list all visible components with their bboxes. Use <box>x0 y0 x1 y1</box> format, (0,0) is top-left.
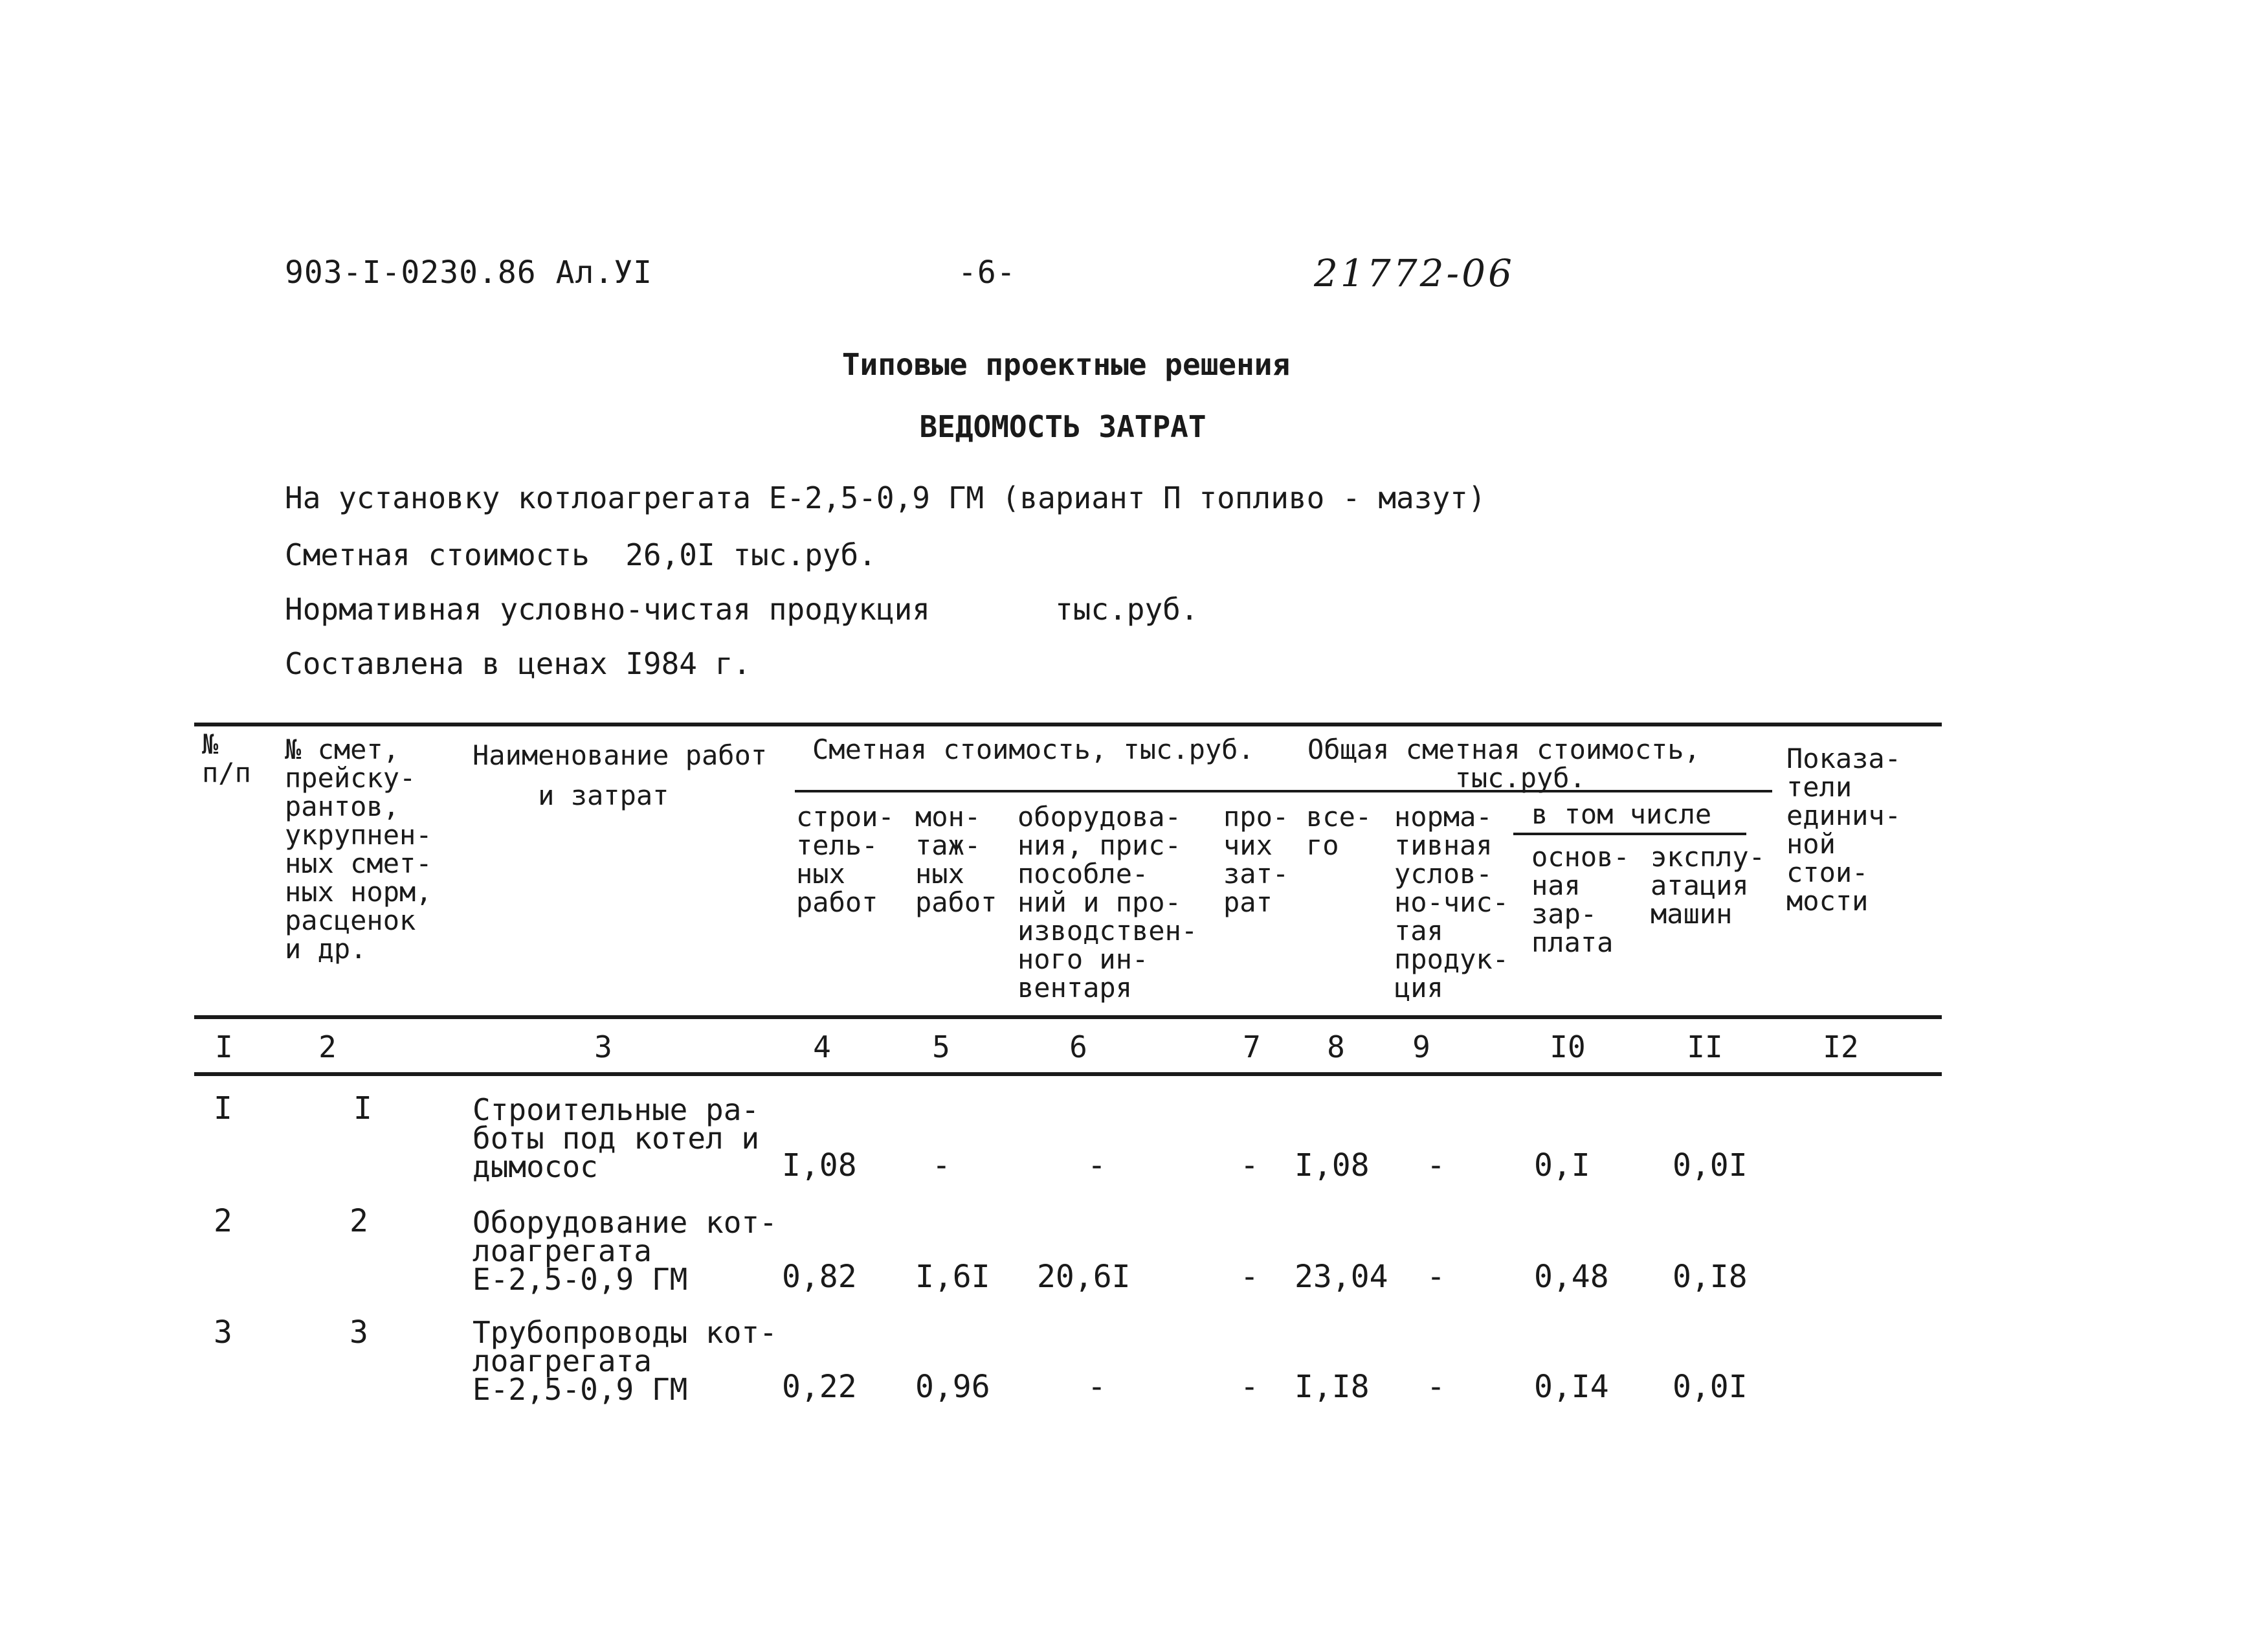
col-number-6: 6 <box>1069 1029 1087 1064</box>
info-normative-unit: тыс.руб. <box>1055 592 1199 627</box>
row-machines: 0,0I <box>1673 1369 1748 1405</box>
row-name: Трубопроводы кот- лоагрегата Е-2,5-0,9 ГМ <box>472 1315 777 1407</box>
row-wages: 0,48 <box>1534 1259 1609 1295</box>
header-normative: норма- тивная услов- но-чис- тая продук- ция <box>1394 801 1509 1004</box>
row-equipment: - <box>1087 1147 1106 1184</box>
row-other: - <box>1240 1147 1259 1184</box>
info-installation: На установку котлоагрегата Е-2,5-0,9 ГМ (вариант П топливо - мазут) <box>285 480 1486 515</box>
row-total: I,08 <box>1295 1147 1370 1184</box>
row-name: Оборудование кот- лоагрегата Е-2,5-0,9 ГМ <box>472 1205 777 1297</box>
col-number-9: 9 <box>1412 1029 1430 1064</box>
table-top-rule <box>194 723 1942 726</box>
header-equipment: оборудова- ния, прис- пособле- ний и про- изводствен- ного ин- вентаря <box>1017 801 1198 1004</box>
col-number-8: 8 <box>1327 1029 1345 1064</box>
header-group-total: Общая сметная стоимость, тыс.руб. <box>1307 734 1700 794</box>
row-construction: 0,82 <box>782 1259 857 1295</box>
row-normative: - <box>1427 1369 1445 1405</box>
header-row-number: № п/п <box>202 728 251 789</box>
row-normative: - <box>1427 1147 1445 1184</box>
row-installation: - <box>932 1147 951 1184</box>
col-number-7: 7 <box>1243 1029 1261 1064</box>
header-installation: мон- таж- ных работ <box>915 801 997 918</box>
col-number-5: 5 <box>932 1029 950 1064</box>
header-unit-cost: Показа- тели единич- ной стои- мости <box>1786 743 1902 917</box>
info-estimate-cost: Сметная стоимость 26,0I тыс.руб. <box>285 537 876 572</box>
document-title: Типовые проектные решения <box>841 347 1291 382</box>
row-ref: 2 <box>350 1203 368 1239</box>
document-subtitle: ВЕДОМОСТЬ ЗАТРАТ <box>919 409 1206 444</box>
header-work-name: Наименование работ и затрат <box>472 739 768 811</box>
header-wages: основ- ная зар- плата <box>1531 841 1630 958</box>
handwritten-number: 21772-06 <box>1314 251 1515 295</box>
row-ref: 3 <box>350 1314 368 1351</box>
header-group-incl: в том числе <box>1531 798 1712 830</box>
row-wages: 0,I <box>1534 1147 1590 1184</box>
row-other: - <box>1240 1259 1259 1295</box>
col-number-4: 4 <box>813 1029 831 1064</box>
table-col-numbers-rule <box>194 1072 1942 1076</box>
row-total: 23,04 <box>1295 1259 1388 1295</box>
row-name: Строительные ра- боты под котел и дымосос <box>472 1092 760 1184</box>
group-underline-incl <box>1513 833 1746 835</box>
row-normative: - <box>1427 1259 1445 1295</box>
row-construction: I,08 <box>782 1147 857 1184</box>
header-group-estimate: Сметная стоимость, тыс.руб. <box>812 734 1254 765</box>
row-other: - <box>1240 1369 1259 1405</box>
info-prices-year: Составлена в ценах I984 г. <box>285 646 751 681</box>
info-normative-label: Нормативная условно-чистая продукция <box>285 592 930 627</box>
document-code: 903-I-0230.86 Ал.УI <box>285 254 653 291</box>
row-equipment: - <box>1087 1369 1106 1405</box>
header-machines: эксплу- атация машин <box>1651 841 1766 930</box>
row-total: I,I8 <box>1295 1369 1370 1405</box>
row-ref: I <box>353 1090 372 1127</box>
row-construction: 0,22 <box>782 1369 857 1405</box>
row-wages: 0,I4 <box>1534 1369 1609 1405</box>
row-machines: 0,I8 <box>1673 1259 1748 1295</box>
row-number: 2 <box>214 1203 232 1239</box>
row-machines: 0,0I <box>1673 1147 1748 1184</box>
col-number-11: II <box>1687 1029 1723 1064</box>
row-installation: 0,96 <box>915 1369 990 1405</box>
header-estimate-ref: № смет, прейску- рантов, укрупнен- ных смет- ных норм, расценок и др. <box>285 734 432 965</box>
col-number-12: I2 <box>1823 1029 1859 1064</box>
page-number: -6- <box>958 254 1016 291</box>
info-normative-product <box>285 592 1199 627</box>
header-other: про- чих зат- рат <box>1223 801 1289 918</box>
header-total: все- го <box>1306 801 1372 861</box>
col-number-2: 2 <box>318 1029 337 1064</box>
row-number: I <box>214 1090 232 1127</box>
table-header-bottom-rule <box>194 1015 1942 1019</box>
row-installation: I,6I <box>915 1259 990 1295</box>
header-construction: строи- тель- ных работ <box>796 801 895 918</box>
row-equipment: 20,6I <box>1037 1259 1131 1295</box>
col-number-3: 3 <box>594 1029 612 1064</box>
row-number: 3 <box>214 1314 232 1351</box>
col-number-1: I <box>215 1029 233 1064</box>
col-number-10: I0 <box>1550 1029 1586 1064</box>
